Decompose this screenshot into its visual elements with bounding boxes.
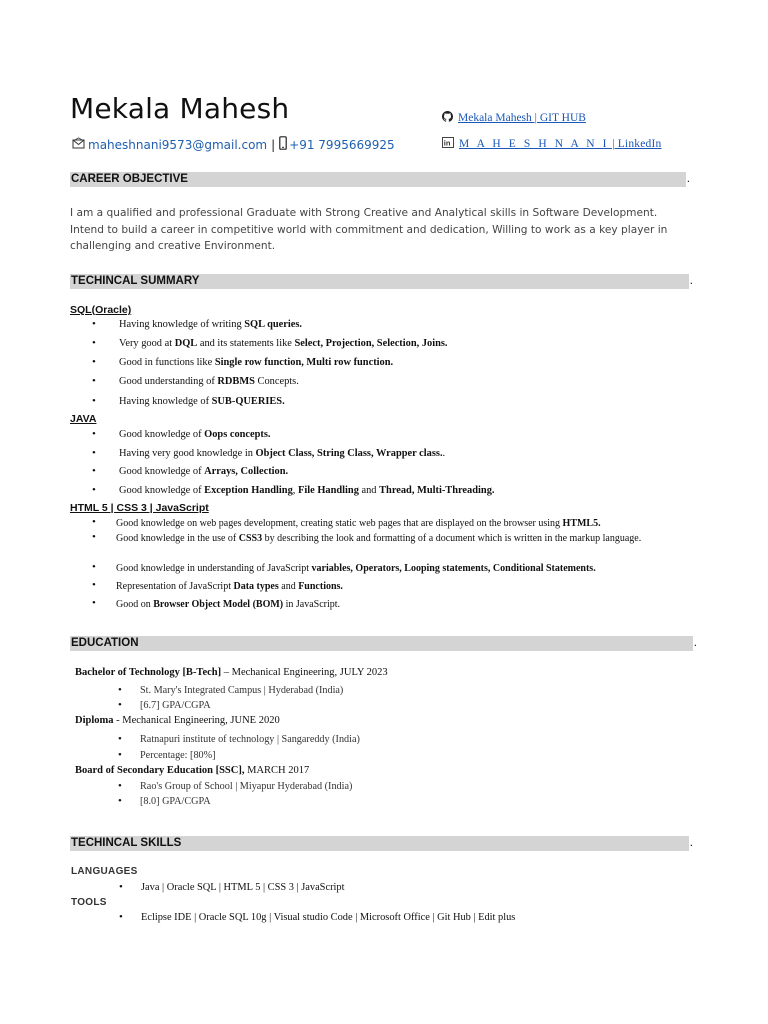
bullet-item: • Good knowledge of Exception Handling, File Handling and Thread, Multi-Threading. (119, 485, 494, 496)
subheading-java: JAVA (70, 413, 97, 425)
contact-line (72, 136, 395, 153)
bullet-item: • Representation of JavaScript Data types and Functions. (116, 579, 698, 594)
section-dot: . (693, 637, 697, 649)
phone-number[interactable]: +91 7995669925 (289, 137, 395, 152)
education-detail: • [6.7] GPA/CGPA (140, 700, 211, 711)
contact-separator: | (271, 137, 276, 152)
bullet-item: • Good knowledge of Arrays, Collection. (119, 466, 288, 477)
linkedin-label[interactable]: | LinkedIn (609, 138, 662, 150)
tools-list: • Eclipse IDE | Oracle SQL 10g | Visual studio Code | Microsoft Office | Git Hub | Edit plus (141, 912, 515, 923)
svg-text:in: in (443, 138, 451, 148)
email-link[interactable]: maheshnani9573@gmail.com (88, 137, 268, 152)
objective-text: I am a qualified and professional Graduate with Strong Creative and Analytical skills in Software Development. Intend to build a career in competitive world with commitment and dedication, Willing to work as a key player in challenging and creative Environment. (70, 207, 668, 252)
languages-label: LANGUAGES (71, 866, 138, 877)
section-dot: . (689, 275, 693, 287)
mobile-phone-icon (279, 136, 287, 153)
bullet-item: • Having knowledge of SUB-QUERIES. (119, 396, 285, 407)
bullet-item: • Having very good knowledge in Object Class, String Class, Wrapper class.. (119, 448, 445, 459)
languages-list: • Java | Oracle SQL | HTML 5 | CSS 3 | JavaScript (141, 882, 345, 893)
section-title: CAREER OBJECTIVE (71, 173, 188, 185)
bullet-item: • Good knowledge of Oops concepts. (119, 429, 271, 440)
education-entry: Diploma - Mechanical Engineering, JUNE 2020 (75, 715, 280, 726)
bullet-item: • Good knowledge in the use of CSS3 by describing the look and formatting of a document which is written in the markup language. (116, 531, 698, 546)
subheading-sql: SQL(Oracle) (70, 304, 132, 316)
education-detail: • St. Mary's Integrated Campus | Hyderabad (India) (140, 685, 343, 696)
bullet-item: • Good in functions like Single row function, Multi row function. (119, 357, 393, 368)
section-title: TECHINCAL SUMMARY (71, 275, 200, 287)
bullet-item: • Good understanding of RDBMS Concepts. (119, 376, 299, 387)
education-detail: • Percentage: [80%] (140, 750, 216, 761)
linkedin-link[interactable] (442, 137, 661, 151)
section-title: EDUCATION (71, 637, 139, 649)
section-header-technical-skills (70, 836, 693, 851)
github-link[interactable] (442, 111, 586, 125)
bullet-item: • Very good at DQL and its statements like Select, Projection, Selection, Joins. (119, 338, 448, 349)
bullet-item: • Good on Browser Object Model (BOM) in JavaScript. (116, 597, 698, 612)
section-dot: . (686, 173, 690, 185)
bullet-item: • Having knowledge of writing SQL queries. (119, 319, 302, 330)
education-detail: • Ratnapuri institute of technology | Sangareddy (India) (140, 734, 360, 745)
education-entry: Board of Secondary Education [SSC], MARCH 2017 (75, 765, 310, 776)
subheading-web: HTML 5 | CSS 3 | JavaScript (70, 502, 209, 514)
section-title: TECHINCAL SKILLS (71, 837, 182, 849)
education-detail: • Rao's Group of School | Miyapur Hyderabad (India) (140, 781, 352, 792)
bullet-item: • Good knowledge in understanding of JavaScript variables, Operators, Looping statements, Conditional Statements. (116, 561, 698, 576)
section-dot: . (689, 837, 693, 849)
bullet-item: • Good knowledge on web pages development, creating static web pages that are displayed on the browser using HTML5. (116, 516, 698, 531)
section-header-education (70, 636, 697, 651)
section-header-career-objective (70, 172, 690, 187)
candidate-name: Mekala Mahesh (70, 92, 290, 125)
education-entry: Bachelor of Technology [B-Tech] – Mechanical Engineering, JULY 2023 (75, 667, 388, 678)
linkedin-name[interactable]: M A H E S H N A N I (459, 138, 610, 150)
tools-label: TOOLS (71, 897, 107, 908)
envelope-icon (72, 137, 86, 153)
github-label[interactable]: Mekala Mahesh | GIT HUB (458, 112, 586, 124)
linkedin-icon (442, 137, 454, 151)
education-detail: • [8.0] GPA/CGPA (140, 796, 211, 807)
section-header-technical-summary (70, 274, 693, 289)
github-icon (442, 111, 453, 125)
